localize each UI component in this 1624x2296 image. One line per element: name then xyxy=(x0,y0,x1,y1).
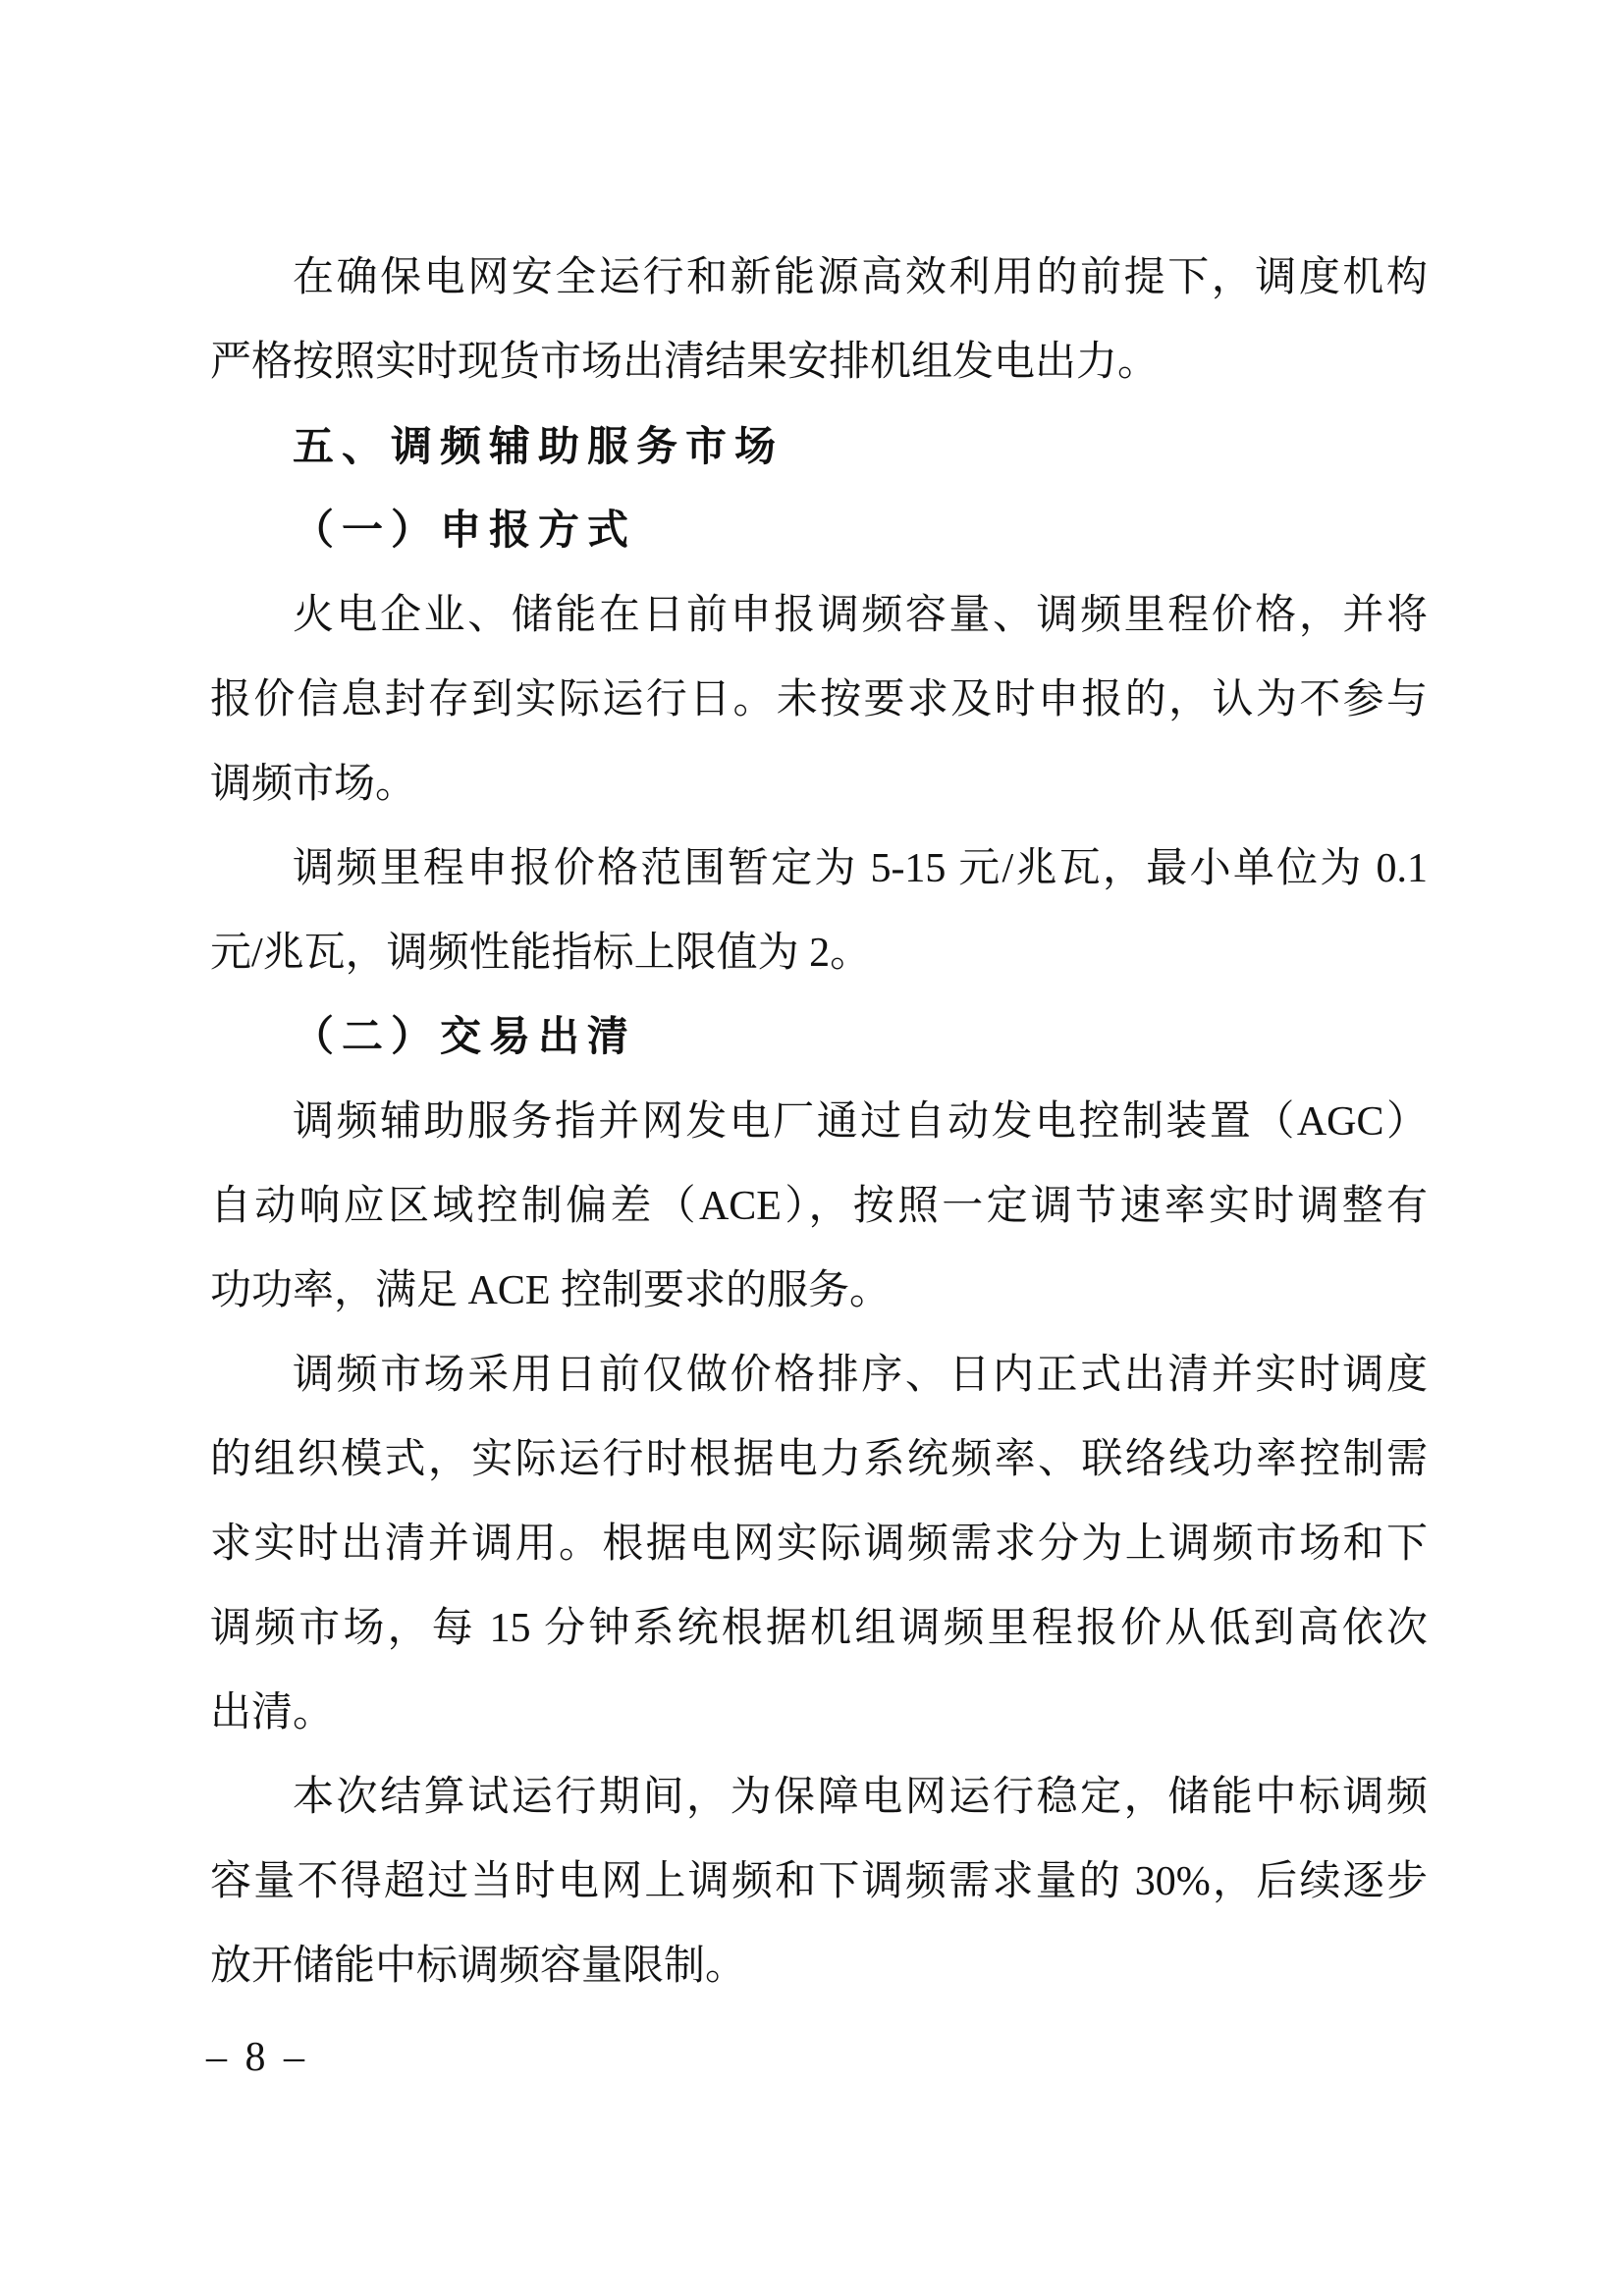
paragraph-line: 调频市场。 xyxy=(210,762,417,807)
page-number: – 8 – xyxy=(206,2035,308,2080)
paragraph-line: 报价信息封存到实际运行日。未按要求及时申报的，认为不参与 xyxy=(210,677,1428,722)
paragraph-line: 本次结算试运行期间，为保障电网运行稳定，储能中标调频 xyxy=(293,1775,1428,1820)
paragraph-line: 调频里程申报价格范围暂定为 5-15 元/兆瓦，最小单位为 0.1 xyxy=(293,846,1428,891)
paragraph-line: 功功率，满足 ACE 控制要求的服务。 xyxy=(210,1268,892,1313)
section-heading: 五、调频辅助服务市场 xyxy=(293,422,785,470)
paragraph-line: 调频市场采用日前仅做价格排序、日内正式出清并实时调度 xyxy=(293,1353,1428,1398)
subsection-heading: （一）申报方式 xyxy=(293,508,637,554)
paragraph-line: 的组织模式，实际运行时根据电力系统频率、联络线功率控制需 xyxy=(210,1437,1428,1482)
paragraph-line: 放开储能中标调频容量限制。 xyxy=(210,1944,747,1989)
subsection-heading: （二）交易出清 xyxy=(293,1015,637,1060)
paragraph-line: 调频市场，每 15 分钟系统根据机组调频里程报价从低到高依次 xyxy=(210,1606,1428,1651)
paragraph-line: 容量不得超过当时电网上调频和下调频需求量的 30%，后续逐步 xyxy=(210,1859,1428,1904)
document-body xyxy=(210,236,1428,2008)
paragraph-line: 严格按照实时现货市场出清结果安排机组发电出力。 xyxy=(210,340,1160,385)
paragraph-line: 求实时出清并调用。根据电网实际调频需求分为上调频市场和下 xyxy=(210,1522,1428,1567)
paragraph-line: 火电企业、储能在日前申报调频容量、调频里程价格，并将 xyxy=(293,593,1428,638)
paragraph-line: 元/兆瓦，调频性能指标上限值为 2。 xyxy=(210,931,872,976)
paragraph-line: 在确保电网安全运行和新能源高效利用的前提下，调度机构 xyxy=(293,255,1428,300)
paragraph-line: 调频辅助服务指并网发电厂通过自动发电控制装置（AGC） xyxy=(293,1099,1428,1145)
paragraph-line: 自动响应区域控制偏差（ACE），按照一定调节速率实时调整有 xyxy=(210,1184,1428,1229)
paragraph-line: 出清。 xyxy=(210,1690,335,1735)
